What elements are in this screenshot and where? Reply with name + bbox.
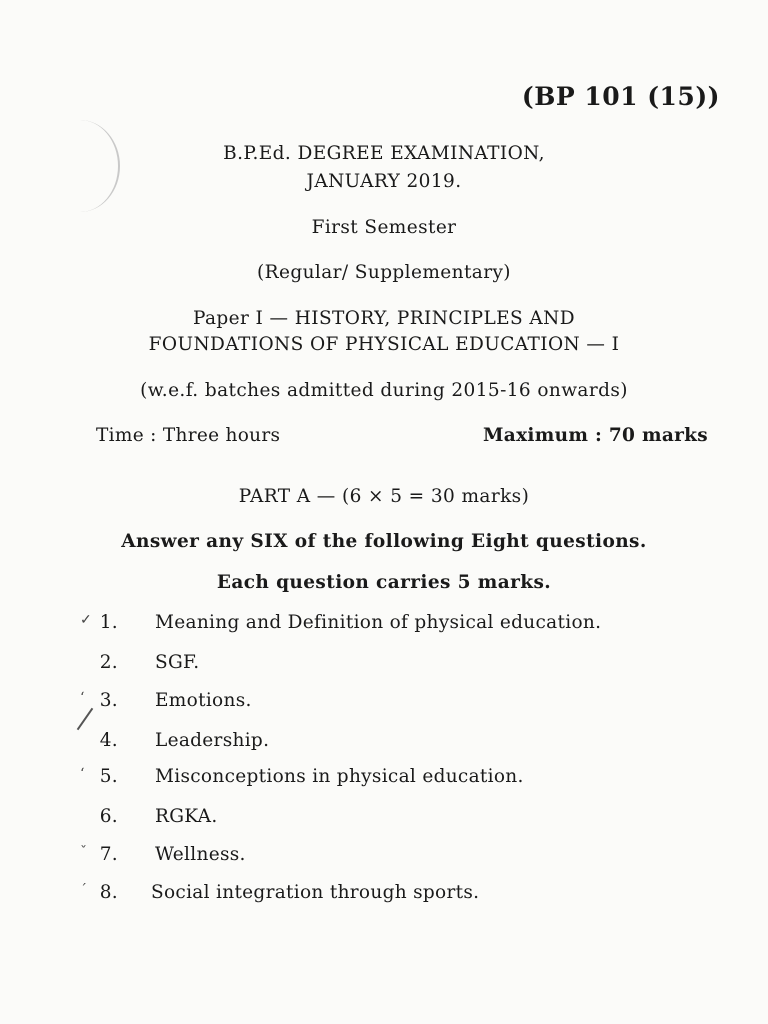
question-item xyxy=(0,730,768,756)
question-number: 2. xyxy=(99,652,118,673)
question-text: Leadership. xyxy=(155,730,270,751)
question-item xyxy=(0,806,768,832)
question-number: 4. xyxy=(99,730,118,751)
question-number: 5. xyxy=(99,766,118,787)
batch-note: (w.e.f. batches admitted during 2015-16 onwards) xyxy=(140,380,628,401)
question-item xyxy=(0,766,768,792)
question-item xyxy=(0,882,768,908)
time-allowed: Time : Three hours xyxy=(96,425,281,446)
pen-tick-mark: ˊ xyxy=(80,882,88,898)
semester: First Semester xyxy=(311,217,457,238)
pen-tick-mark: ‘ xyxy=(80,766,85,782)
exam-type: (Regular/ Supplementary) xyxy=(257,262,511,283)
question-text: Misconceptions in physical education. xyxy=(155,766,524,787)
question-number: 6. xyxy=(99,806,118,827)
question-text: SGF. xyxy=(155,652,200,673)
pen-tick-mark: ‘ xyxy=(80,690,85,706)
question-item xyxy=(0,652,768,678)
paper-code: (BP 101 (15)) xyxy=(521,82,720,111)
pen-tick-mark: ✓ xyxy=(80,612,93,628)
question-item xyxy=(0,844,768,870)
part-a-title: PART A — (6 × 5 = 30 marks) xyxy=(238,486,530,507)
question-number: 3. xyxy=(99,690,118,711)
instruction-marks-each: Each question carries 5 marks. xyxy=(216,572,552,593)
instruction-answer-six: Answer any SIX of the following Eight questions. xyxy=(121,531,647,552)
question-text: Social integration through sports. xyxy=(151,882,480,903)
question-item xyxy=(0,612,768,638)
question-number: 7. xyxy=(99,844,118,865)
question-item xyxy=(0,690,768,716)
question-text: RGKA. xyxy=(155,806,218,827)
paper-title-line2: FOUNDATIONS OF PHYSICAL EDUCATION — I xyxy=(148,334,620,355)
question-text: Emotions. xyxy=(155,690,252,711)
exam-date: JANUARY 2019. xyxy=(306,171,462,192)
paper-title-line1: Paper I — HISTORY, PRINCIPLES AND xyxy=(192,308,575,329)
pen-tick-mark: ˇ xyxy=(80,844,88,860)
question-number: 8. xyxy=(99,882,118,903)
punch-hole-mark xyxy=(78,120,120,212)
maximum-marks: Maximum : 70 marks xyxy=(483,425,708,446)
question-text: Meaning and Definition of physical education. xyxy=(155,612,602,633)
question-text: Wellness. xyxy=(155,844,246,865)
question-number: 1. xyxy=(99,612,118,633)
exam-title: B.P.Ed. DEGREE EXAMINATION, xyxy=(223,143,545,164)
